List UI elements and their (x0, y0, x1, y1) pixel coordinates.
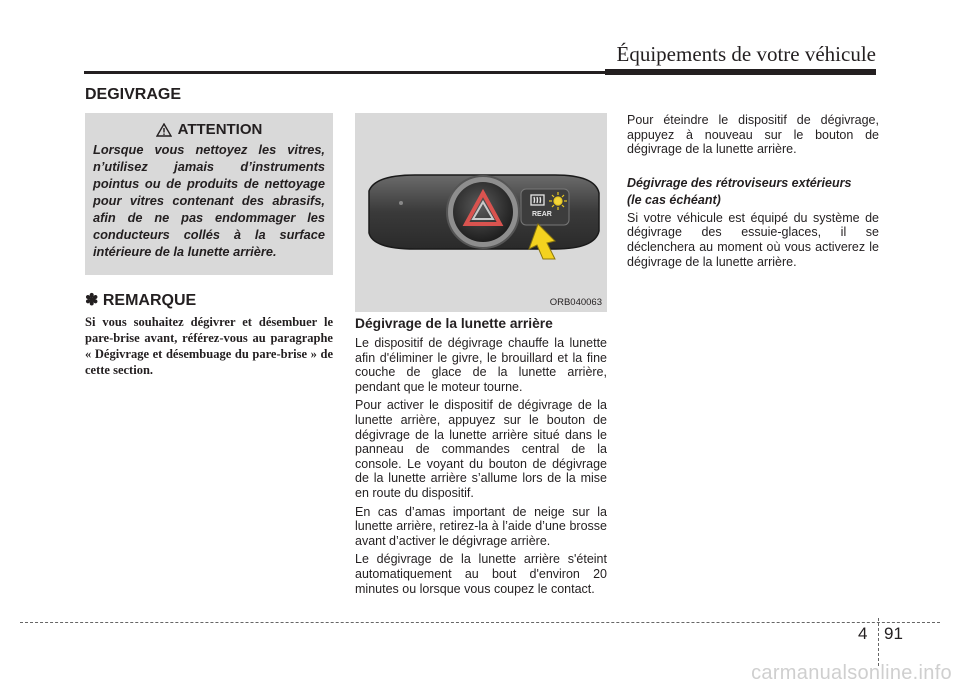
warning-triangle-icon (156, 123, 172, 137)
warning-heading: ATTENTION (177, 121, 263, 138)
section-title: DEGIVRAGE (85, 86, 182, 103)
header-title: Équipements de votre véhicule (616, 42, 876, 66)
rear-window-title: Dégivrage de la lunette arrière (355, 316, 553, 331)
rear-window-paragraph: Pour activer le dispositif de dégivrage de la lunette arrière, appuyez sur le bouton de dégivrage de la lunette arrière situé dans le panneau de commandes central de la console. Le voyant du bouton de dégivrage de la lunette arrière s’allume lors de la mise en route du dispositif. (355, 398, 607, 500)
note-text: Si vous souhaitez dégivrer et désembuer le pare-brise avant, référez-vous au paragraphe « Dégivrage et désembuage du pare-brise » de cette section. (85, 315, 333, 377)
defrost-button-figure (355, 113, 607, 312)
header-rule-accent (605, 69, 876, 75)
watermark: carmanualsonline.info (751, 662, 952, 684)
defrost-off-text: Pour éteindre le dispositif de dégivrage, appuyez à nouveau sur le bouton de dégivrage de la lunette arrière. (627, 113, 879, 157)
mirror-defrost-text: Si votre véhicule est équipé du système de dégivrage des essuie-glaces, il se déclenchera au moment où vous activerez le dégivrage de la lunette arrière. (627, 210, 879, 269)
rear-window-section (355, 316, 607, 600)
note-title: ✽ REMARQUE (85, 292, 197, 309)
console-illustration (355, 113, 607, 312)
rear-window-paragraph: Le dispositif de dégivrage chauffe la lunette afin d'éliminer le givre, le brouillard et la fine couche de glace de la lunette arrière, pendant que le moteur tourne. (355, 336, 607, 394)
rear-defrost-button (521, 189, 569, 225)
mirror-defrost-subtitle: (le cas échéant) (627, 192, 721, 207)
figure-code: ORB040063 (549, 297, 602, 308)
footer-page-divider (878, 618, 879, 666)
rear-button-label: REAR (532, 211, 552, 218)
page-number: 91 (884, 624, 903, 643)
warning-text: Lorsque vous nettoyez les vitres, n’utilisez jamais d’instruments pointus ou de produits de nettoyage pour vitres contenant des abrasifs, afin de ne pas endommager les conducteurs collés à la surface intérieure de la lunette arrière. (93, 142, 325, 259)
warning-heading-row (93, 121, 325, 138)
mirror-defrost-title: Dégivrage des rétroviseurs extérieurs (627, 175, 852, 190)
rear-window-paragraph: Le dégivrage de la lunette arrière s'éteint automatiquement au bout d'environ 20 minutes ou lorsque vous coupez le contact. (355, 552, 607, 596)
chapter-number: 4 (858, 624, 868, 643)
footer-divider (20, 622, 940, 623)
rear-window-paragraph: En cas d’amas important de neige sur la lunette arrière, retirez-la à l’aide d’une brosse avant d’activer le dégivrage arrière. (355, 504, 607, 548)
warning-box (85, 113, 333, 275)
mirror-defrost-section (627, 113, 879, 269)
